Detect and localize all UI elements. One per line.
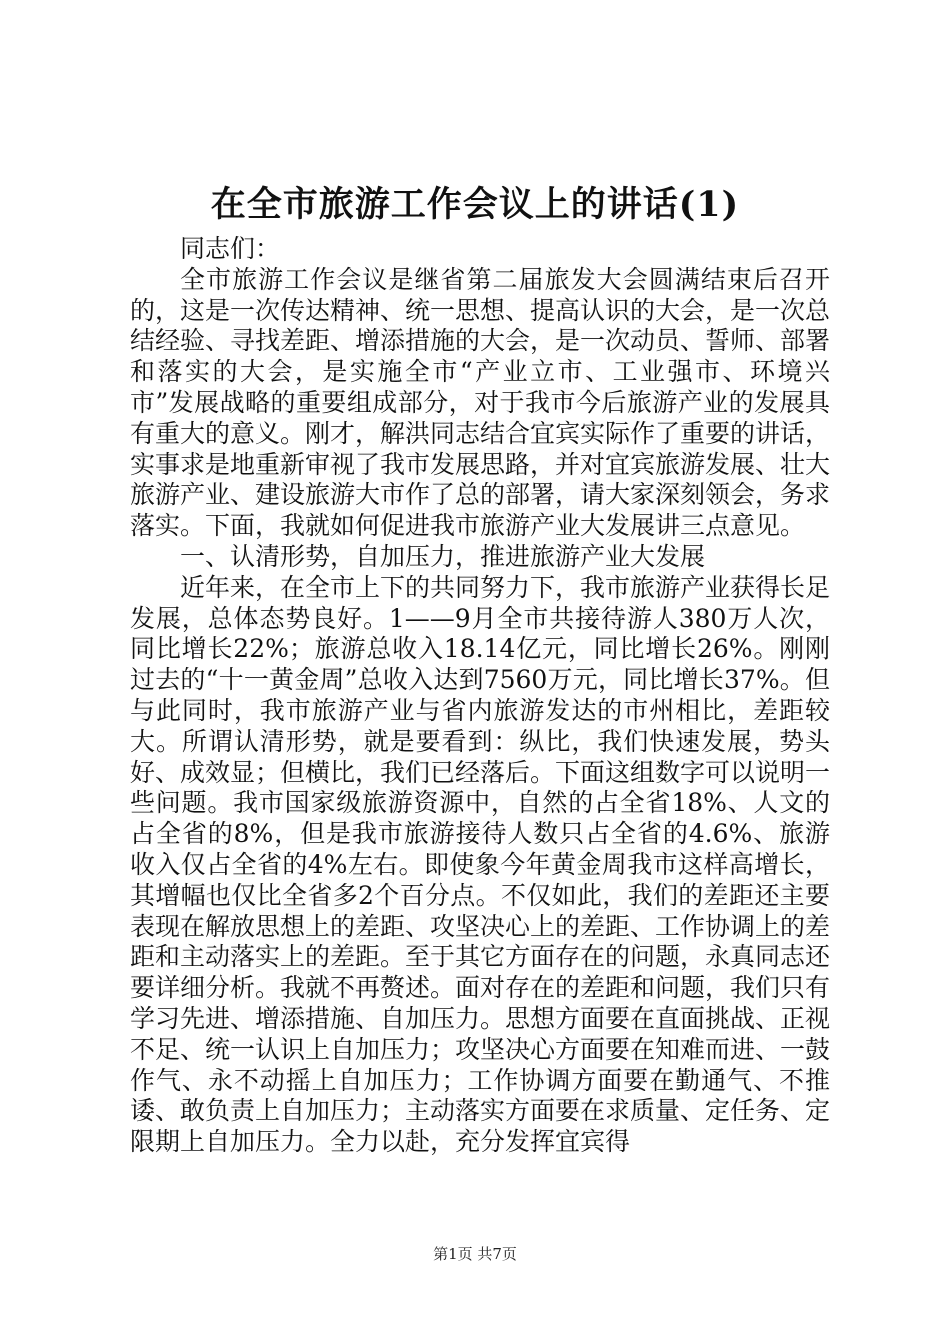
paragraph-intro: 全市旅游工作会议是继省第二届旅发大会圆满结束后召开的，这是一次传达精神、统一思想、提高认识的大会，是一次总结经验、寻找差距、增添措施的大会，是一次动员、誓师、部署和落实的大会，是实施全市“产业立市、工业强市、环境兴市”发展战略的重要组成部分，对于我市今后旅游产业的发展具有重大的意义。刚才，解洪同志结合宜宾实际作了重要的讲话，实事求是地重新审视了我市发展思路，并对宜宾旅游发展、壮大旅游产业、建设旅游大市作了总的部署，请大家深刻领会，务求落实。下面，我就如何促进我市旅游产业大发展讲三点意见。 [130, 264, 831, 541]
salutation: 同志们： [180, 234, 281, 263]
document-title: 在全市旅游工作会议上的讲话(1) [210, 184, 740, 225]
page-indicator: 第1页 共7页 [433, 1245, 517, 1263]
document-body [130, 234, 830, 1158]
paragraph-situation: 近年来，在全市上下的共同努力下，我市旅游产业获得长足发展，总体态势良好。1——9月全市共接待游人380万人次，同比增长22%；旅游总收入18.14亿元，同比增长26%。刚刚过去的“十一黄金周”总收入达到7560万元，同比增长37%。但与此同时，我市旅游产业与省内旅游发达的市州相比，差距较大。所谓认清形势，就是要看到：纵比，我们快速发展，势头好、成效显；但横比，我们已经落后。下面这组数字可以说明一些问题。我市国家级旅游资源中，自然的占全省18%、人文的占全省的8%，但是我市旅游接待人数只占全省的4.6%、旅游收入仅占全省的4%左右。即使象今年黄金周我市这样高增长，其增幅也仅比全省多2个百分点。不仅如此，我们的差距还主要表现在解放思想上的差距、攻坚决心上的差距、工作协调上的差距和主动落实上的差距。至于其它方面存在的问题，永真同志还要详细分析。我就不再赘述。面对存在的差距和问题，我们只有学习先进、增添措施、自加压力。思想方面要在直面挑战、正视不足、统一认识上自加压力；攻坚决心方面要在知难而进、一鼓作气、永不动摇上自加压力；工作协调方面要在勤通气、不推诿、敢负责上自加压力；主动落实方面要在求质量、定任务、定限期上自加压力。全力以赴，充分发挥宜宾得 [130, 572, 831, 1157]
section-heading-1: 一、认清形势，自加压力，推进旅游产业大发展 [180, 541, 706, 571]
